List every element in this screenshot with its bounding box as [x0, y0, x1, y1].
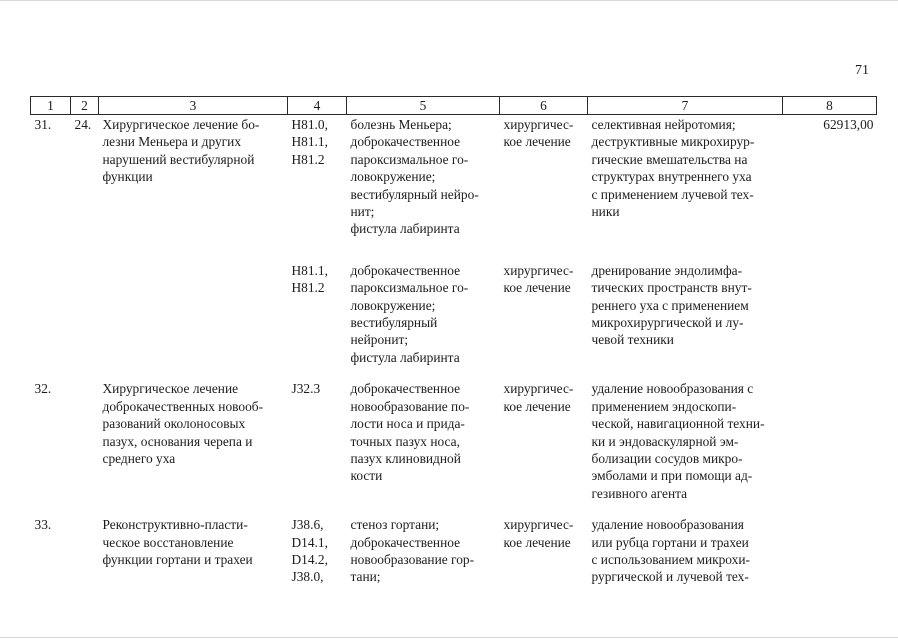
- header-cell: 3: [99, 97, 288, 115]
- diagnosis: доброкачественное пароксизмальное го- ловокружение; вестибулярный нейронит; фистула лабиринта: [350, 262, 469, 365]
- procedures-table: [30, 96, 877, 586]
- treatment-type: хирургичес- кое лечение: [503, 517, 574, 550]
- header-cell: 7: [588, 97, 783, 115]
- cost-value: [783, 516, 877, 586]
- diagnosis: болезнь Меньера; доброкачественное пароксизмальное го- ловокружение; вестибулярный нейро- нит; фистула лабиринта: [350, 117, 479, 237]
- table-row: [31, 516, 877, 586]
- cost-value: [783, 380, 877, 502]
- icd-codes: H81.0, H81.1, H81.2: [291, 117, 328, 167]
- procedure-name: [99, 262, 288, 366]
- group-number: [71, 380, 99, 502]
- row-number: [31, 262, 71, 366]
- header-cell: 4: [288, 97, 347, 115]
- treatment-type: хирургичес- кое лечение: [503, 262, 574, 296]
- icd-codes: J32.3: [291, 381, 321, 397]
- table-row: [31, 262, 877, 366]
- group-number: [71, 516, 99, 586]
- row-number: 33.: [34, 517, 52, 533]
- header-cell: 5: [347, 97, 500, 115]
- diagnosis: стеноз гортани; доброкачественное новообразование гор- тани;: [350, 517, 475, 585]
- treatment-method: удаление новообразования или рубца гортани и трахеи с использованием микрохи- рургической и лучевой тех-: [591, 517, 750, 585]
- header-cell: 1: [31, 97, 71, 115]
- treatment-type: хирургичес- кое лечение: [503, 381, 574, 414]
- header-cell: 2: [71, 97, 99, 115]
- scan-edge-top: [0, 0, 898, 1]
- group-number: 24.: [74, 117, 92, 132]
- header-cell: 8: [783, 97, 877, 115]
- procedure-name: Реконструктивно-пласти- ческое восстановление функции гортани и трахеи: [102, 517, 253, 567]
- diagnosis: доброкачественное новообразование по- лости носа и прида- точных пазух носа, пазух клиновидной кости: [350, 381, 470, 484]
- row-gap: [31, 502, 877, 516]
- icd-codes: J38.6, D14.1, D14.2, J38.0,: [291, 517, 328, 585]
- table-header-row: [31, 97, 877, 115]
- cost-value: [783, 262, 877, 366]
- icd-codes: H81.1, H81.2: [291, 262, 328, 296]
- row-number: 32.: [34, 381, 52, 397]
- row-number: 31.: [34, 117, 52, 132]
- treatment-method: селективная нейротомия; деструктивные микрохирур- гические вмешательства на структурах внутреннего уха с применением лучевой тех- ники: [591, 117, 755, 220]
- treatment-method: дренирование эндолимфа- тических пространств внут- реннего уха с применением микрохирургической и лу- чевой техники: [591, 262, 752, 348]
- page-number: 71: [855, 63, 869, 78]
- procedure-name: Хирургическое лечение доброкачественных новооб- разований околоносовых пазух, основания черепа и среднего уха: [102, 381, 264, 466]
- row-gap: [31, 366, 877, 380]
- table-row: [31, 380, 877, 502]
- treatment-type: хирургичес- кое лечение: [503, 117, 574, 150]
- table-row: [31, 115, 877, 238]
- row-gap: [31, 238, 877, 262]
- header-cell: 6: [500, 97, 588, 115]
- cost-value: 62913,00: [823, 117, 874, 132]
- group-number: [71, 262, 99, 366]
- treatment-method: удаление новообразования с применением эндоскопи- ческой, навигационной техни- ки и эндоваскулярной эм- болизации сосудов микро- эмболами и при помощи ад- гезивного агента: [591, 381, 765, 501]
- scan-edge-bottom: [0, 637, 898, 638]
- procedure-name: Хирургическое лечение бо- лезни Меньера и других нарушений вестибулярной функции: [102, 117, 260, 185]
